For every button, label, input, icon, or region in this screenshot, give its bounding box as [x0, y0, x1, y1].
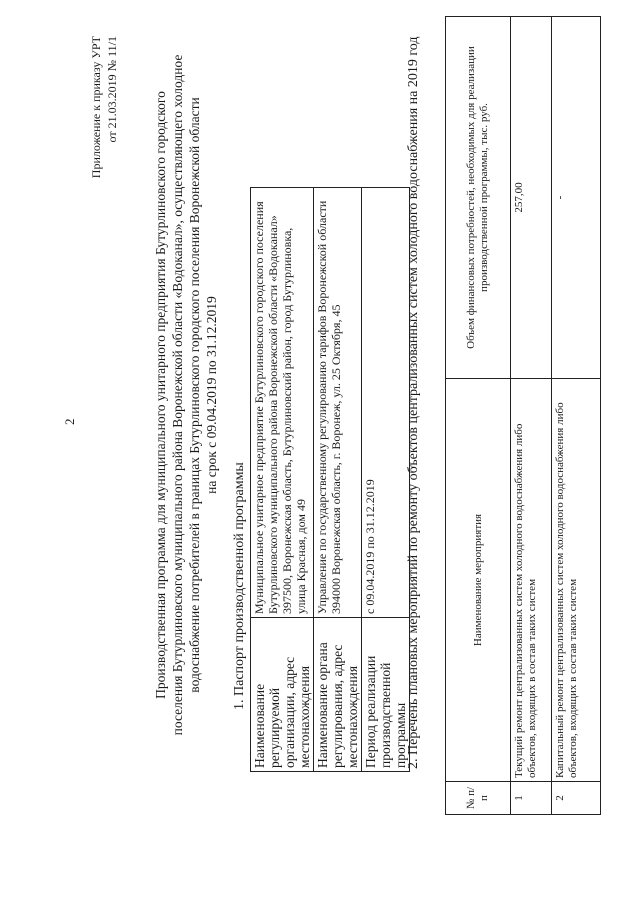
value-line: Бутурлиновского муниципального района Воронежской области «Водоканал»	[266, 215, 280, 614]
passport-key: Наименование органа регулирования, адрес местонахождения	[314, 618, 362, 772]
value-line: Управление по государственному регулированию тарифов Воронежской области	[315, 200, 329, 614]
repair-works-table	[445, 16, 601, 815]
document-title	[152, 45, 220, 745]
title-line: Производственная программа для муниципального унитарного предприятия Бутурлиновского городского	[153, 91, 168, 699]
value-line: 394000 Воронежская область, г. Воронеж, ул. 25 Октября, 45	[329, 304, 343, 614]
value-line: с 09.04.2019 по 31.12.2019	[363, 479, 377, 614]
row-amount: -	[552, 17, 601, 379]
value-line: 397500, Воронежская область, Бутурлиновский район, город Бутурлиновка,	[280, 227, 294, 614]
value-line: улица Красная, дом 49	[294, 498, 308, 614]
appendix-note	[88, 36, 120, 178]
passport-value	[362, 188, 410, 618]
value-line: Муниципальное унитарное предприятие Бутурлиновского городского поселения	[252, 201, 266, 614]
passport-key: Наименование регулируемой организации, адрес местонахождения	[251, 618, 314, 772]
appendix-line-2: от 21.03.2019 № 11/1	[105, 36, 119, 143]
section-2-heading-text: 2. Перечень плановых мероприятий по ремонту объектов централизованных систем холодного водоснабжения на 2019 год	[406, 36, 421, 769]
title-line: водоснабжение потребителей в границах Бутурлиновского городского поселения Воронежской области	[187, 97, 202, 693]
row-number: 1	[511, 782, 552, 815]
passport-key: Период реализации производственной программы	[362, 618, 410, 772]
table-row	[314, 188, 362, 772]
passport-value	[314, 188, 362, 618]
row-name: Текущий ремонт централизованных систем холодного водоснабжения либо объектов, входящих в состав таких систем	[511, 379, 552, 782]
column-header-num: № п/п	[446, 782, 511, 815]
table-row	[362, 188, 410, 772]
passport-value	[251, 188, 314, 618]
title-line: поселения Бутурлиновского муниципального района Воронежской области «Водоканал», осуществляющего холодное	[170, 54, 185, 736]
section-1-heading: 1. Паспорт производственной программы	[232, 462, 247, 710]
column-header-name: Наименование мероприятия	[446, 379, 511, 782]
table-row	[552, 17, 601, 815]
row-name: Капитальный ремонт централизованных систем холодного водоснабжения либо объектов, входящих в состав таких систем	[552, 379, 601, 782]
title-line: на срок с 09.04.2019 по 31.12.2019	[204, 296, 219, 494]
table-row	[511, 17, 552, 815]
passport-table	[250, 187, 410, 772]
row-number: 2	[552, 782, 601, 815]
section-2-heading	[405, 5, 423, 805]
row-amount: 257,00	[511, 17, 552, 379]
page-number: 2	[62, 418, 77, 425]
table-row	[251, 188, 314, 772]
column-header-amount: Объем финансовых потребностей, необходимых для реализации производственной программы, тыс. руб.	[446, 17, 511, 379]
appendix-line-1: Приложение к приказу УРТ	[89, 36, 103, 179]
table-header-row	[446, 17, 511, 815]
